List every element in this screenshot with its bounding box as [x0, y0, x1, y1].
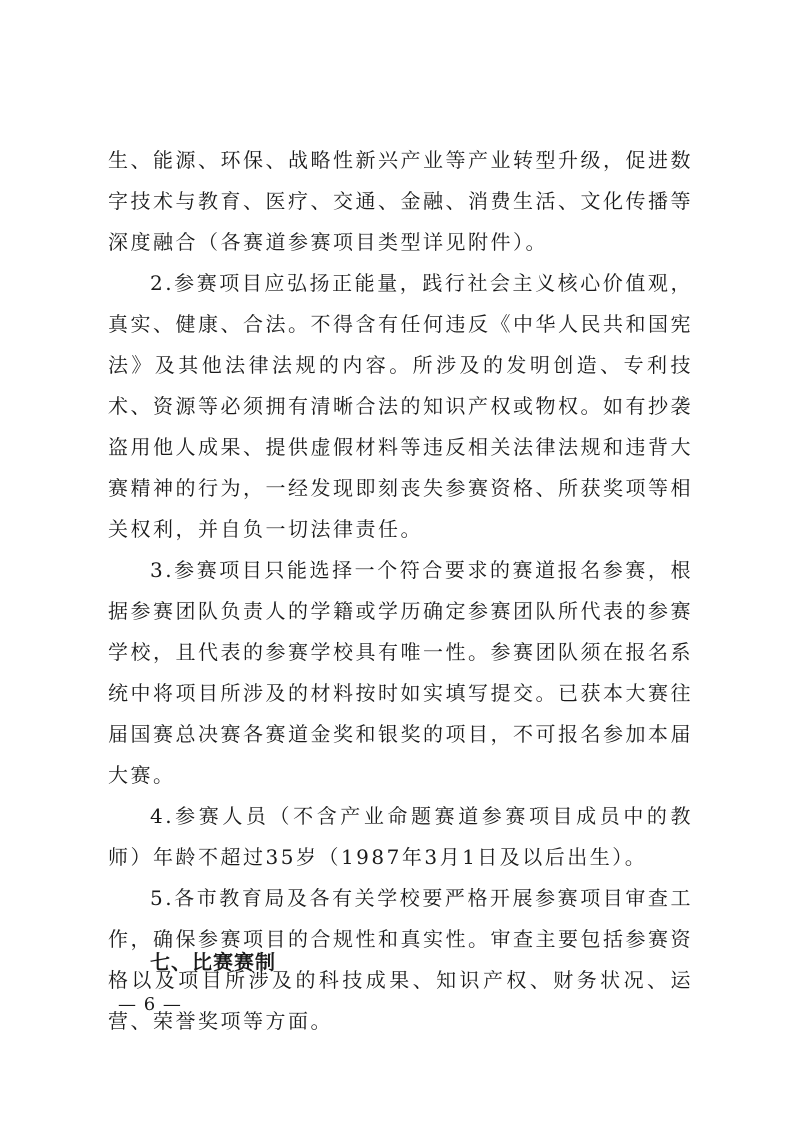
paragraph-continuation: 生、能源、环保、战略性新兴产业等产业转型升级，促进数字技术与教育、医疗、交通、金融、消费生活、文化传播等深度融合（各赛道参赛项目类型详见附件）。 [108, 148, 693, 254]
section-heading: 七、比赛赛制 [150, 950, 276, 974]
paragraph-item-3: 3.参赛项目只能选择一个符合要求的赛道报名参赛，根据参赛团队负责人的学籍或学历确定参赛团队所代表的参赛学校，且代表的参赛学校具有唯一性。参赛团队须在报名系统中将项目所涉及的材料按时如实填写提交。已获本大赛往届国赛总决赛各赛道金奖和银奖的项目，不可报名参加本届大赛。 [108, 558, 693, 787]
paragraph-item-5: 5.各市教育局及各有关学校要严格开展参赛项目审查工作，确保参赛项目的合规性和真实性。审查主要包括参赛资格以及项目所涉及的科技成果、知识产权、财务状况、运营、荣誉奖项等方面。 [108, 886, 693, 1033]
paragraph-item-4: 4.参赛人员（不含产业命题赛道参赛项目成员中的教师）年龄不超过35岁（1987年3月1日及以后出生）。 [108, 804, 693, 869]
paragraph-item-2: 2.参赛项目应弘扬正能量，践行社会主义核心价值观，真实、健康、合法。不得含有任何违反《中华人民共和国宪法》及其他法律法规的内容。所涉及的发明创造、专利技术、资源等必须拥有清晰合法的知识产权或物权。如有抄袭盗用他人成果、提供虚假材料等违反相关法律法规和违背大赛精神的行为，一经发现即刻丧失参赛资格、所获奖项等相关权利，并自负一切法律责任。 [108, 271, 693, 541]
document-body [108, 140, 693, 1042]
page-number: — 6 — [118, 994, 182, 1015]
